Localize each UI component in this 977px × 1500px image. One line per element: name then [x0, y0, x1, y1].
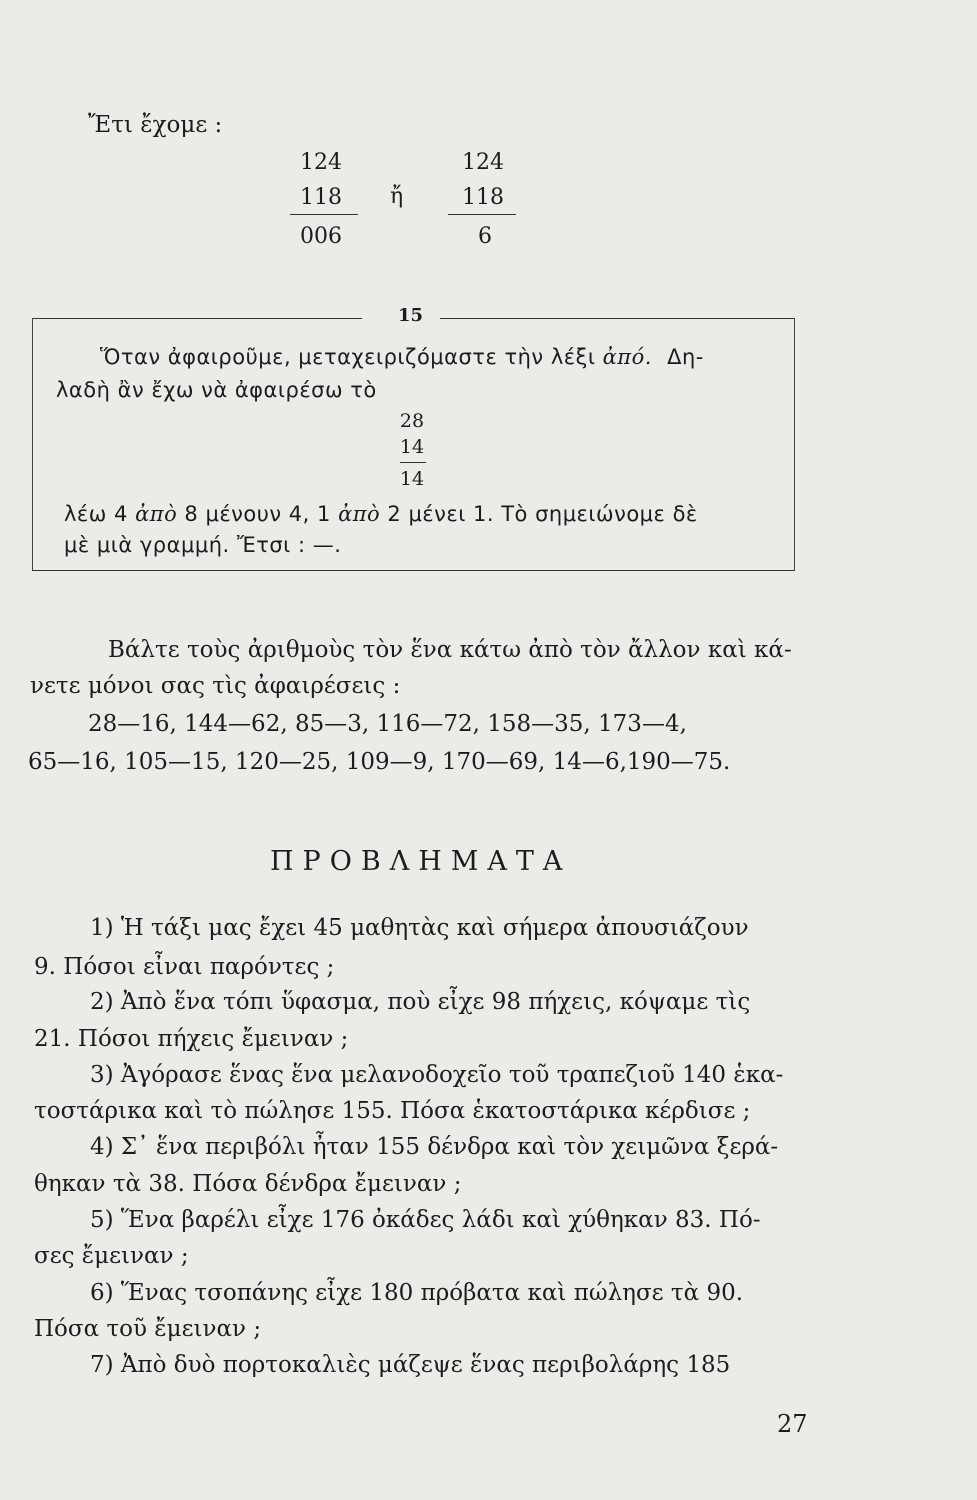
section-title: ΠΡΟΒΛΗΜΑΤΑ	[270, 846, 572, 877]
problem-line: 2) Ἀπὸ ἕνα τόπι ὕφασμα, ποὺ εἶχε 98 πήχεις, κόψαμε τὶς	[90, 989, 751, 1015]
problem-line: 4) Σ᾽ ἕνα περιβόλι ἦταν 155 δένδρα καὶ τὸν χειμῶνα ξερά-	[90, 1134, 779, 1160]
problem-line: τοστάρικα καὶ τὸ πώλησε 155. Πόσα ἑκατοστάρικα κέρδισε ;	[34, 1098, 751, 1124]
exercise-line-2: νετε μόνοι σας τὶς ἀφαιρέσεις :	[30, 673, 401, 699]
box-right-border	[794, 318, 795, 570]
left-subtrahend: 118	[300, 185, 342, 210]
box-example-minuend: 28	[399, 410, 425, 432]
problem-line: 3) Ἀγόρασε ἕνας ἕνα μελανοδοχεῖο τοῦ τραπεζιοῦ 140 ἑκα-	[90, 1062, 784, 1088]
box-line-3-apo-1: ἀπὸ	[135, 502, 178, 526]
left-result: 006	[300, 224, 342, 249]
or-connector: ἤ	[390, 184, 404, 209]
problem-line: θηκαν τὰ 38. Πόσα δένδρα ἔμειναν ;	[34, 1171, 462, 1197]
right-subtrahend: 118	[462, 185, 504, 210]
problem-line: 21. Πόσοι πήχεις ἔμειναν ;	[34, 1026, 349, 1052]
problem-line: 9. Πόσοι εἶναι παρόντες ;	[34, 954, 335, 980]
problem-line: 5) Ἕνα βαρέλι εἶχε 176 ὀκάδες λάδι καὶ χύθηκαν 83. Πό-	[90, 1207, 761, 1233]
box-line-4: μὲ μιὰ γραμμή. Ἔτσι : —.	[64, 533, 342, 557]
box-line-3-a: λέω 4	[64, 502, 128, 526]
right-result: 6	[478, 224, 492, 249]
problem-line: 6) Ἕνας τσοπάνης εἶχε 180 πρόβατα καὶ πώλησε τὰ 90.	[90, 1280, 744, 1306]
box-line-3	[64, 502, 698, 526]
box-top-right-border	[440, 318, 795, 319]
left-minuend: 124	[300, 150, 342, 175]
box-line-1-main: Ὅταν ἀφαιροῦμε, μεταχειριζόμαστε τὴν λέξι	[100, 345, 596, 369]
problem-line: Πόσα τοῦ ἔμειναν ;	[34, 1316, 262, 1342]
problem-line: 1) Ἡ τάξι μας ἔχει 45 μαθητὰς καὶ σήμερα ἀπουσιάζουν	[90, 915, 749, 941]
box-number-label: 15	[398, 305, 424, 326]
box-line-3-apo-2: ἀπὸ	[338, 502, 381, 526]
right-subtraction-rule	[448, 214, 516, 215]
box-left-border	[32, 318, 33, 570]
box-top-left-border	[32, 318, 362, 319]
box-example-result: 14	[399, 468, 425, 490]
box-line-1-apo: ἀπό.	[602, 345, 652, 369]
problem-line: σες ἔμειναν ;	[34, 1243, 189, 1269]
exercise-line-3: 28—16, 144—62, 85—3, 116—72, 158—35, 173—4,	[88, 711, 687, 737]
box-line-2: λαδὴ ἂν ἔχω νὰ ἀφαιρέσω τὸ	[56, 378, 377, 402]
left-subtraction-rule	[290, 214, 358, 215]
intro-text: Ἔτι ἔχομε :	[88, 112, 223, 138]
box-line-1	[100, 345, 704, 369]
box-example-rule	[400, 462, 426, 463]
box-line-1-end: Δη-	[667, 345, 704, 369]
box-example-subtrahend: 14	[399, 436, 425, 458]
box-line-3-c: 2 μένει 1. Τὸ σημειώνομε δὲ	[387, 502, 698, 526]
right-minuend: 124	[462, 150, 504, 175]
exercise-line-1: Βάλτε τοὺς ἀριθμοὺς τὸν ἕνα κάτω ἀπὸ τὸν ἄλλον καὶ κά-	[108, 637, 792, 663]
box-bottom-border	[32, 570, 795, 571]
exercise-line-4: 65—16, 105—15, 120—25, 109—9, 170—69, 14—6,190—75.	[28, 749, 731, 775]
problem-line: 7) Ἀπὸ δυὸ πορτοκαλιὲς μάζεψε ἕνας περιβολάρης 185	[90, 1352, 731, 1378]
page-number: 27	[777, 1410, 808, 1438]
box-line-3-b: 8 μένουν 4, 1	[184, 502, 331, 526]
